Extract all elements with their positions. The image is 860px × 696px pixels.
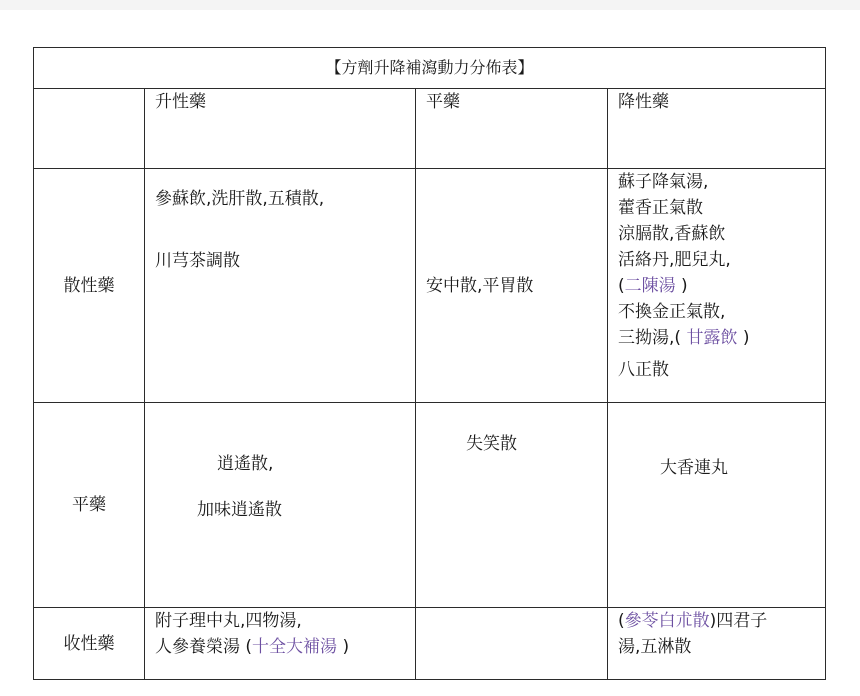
formula-list-line: 不換金正氣散, [618,302,726,322]
page-top-shade [0,0,860,10]
formula-list-line-highlighted: 三拗湯,( 甘露飲 ) [618,328,750,348]
highlighted-formula-name: 甘露飲 [686,328,738,348]
formula-list-line-highlighted: 人參養榮湯 (十全大補湯 ) [155,637,350,657]
row-header-astringent: 收性藥 [34,608,145,680]
formula-list-line: 藿香正氣散 [618,198,703,218]
formula-table [33,47,826,680]
formula-list-line: 加味逍遙散 [197,500,282,520]
table-row [34,169,826,403]
table-row [34,403,826,608]
highlighted-formula-name: 二陳湯 [624,276,676,296]
row-header-neutral: 平藥 [34,403,145,608]
cell-dispersing-neutral [416,169,608,403]
column-header-ascending: 升性藥 [145,89,416,169]
formula-list-line-highlighted: (二陳湯 ) [618,276,688,296]
cell-dispersing-descending [608,169,826,403]
header-row [34,89,826,169]
formula-list-line: 參蘇飲,洗肝散,五積散, [155,189,325,209]
formula-list-line: 湯,五淋散 [618,637,692,657]
table-title: 【方劑升降補瀉動力分佈表】 [34,48,826,89]
column-header-descending: 降性藥 [608,89,826,169]
corner-cell [34,89,145,169]
cell-astringent-ascending [145,608,416,680]
cell-astringent-descending [608,608,826,680]
formula-list-line: 安中散,平胃散 [426,275,534,296]
formula-list-line: 失笑散 [466,434,517,454]
cell-astringent-neutral [416,608,608,680]
formula-list-line: 川芎茶調散 [155,251,240,271]
table-row [34,608,826,680]
row-header-dispersing: 散性藥 [34,169,145,403]
title-row [34,48,826,89]
cell-neutral-descending [608,403,826,608]
cell-neutral-neutral [416,403,608,608]
formula-list-line: 大香連丸 [660,458,728,478]
cell-neutral-ascending [145,403,416,608]
formula-list-line: 附子理中丸,四物湯, [155,611,302,631]
formula-list-line-highlighted: (參苓白朮散)四君子 [618,611,768,631]
column-header-neutral: 平藥 [416,89,608,169]
highlighted-formula-name: 參苓白朮散 [624,611,710,631]
formula-list-line: 八正散 [618,360,669,380]
formula-list-line: 涼膈散,香蘇飲 [618,224,726,244]
formula-list-line: 蘇子降氣湯, [618,172,709,192]
formula-list-line: 逍遙散, [217,454,274,474]
highlighted-formula-name: 十全大補湯 [252,637,338,657]
formula-list-line: 活絡丹,肥兒丸, [618,250,731,270]
cell-dispersing-ascending [145,169,416,403]
